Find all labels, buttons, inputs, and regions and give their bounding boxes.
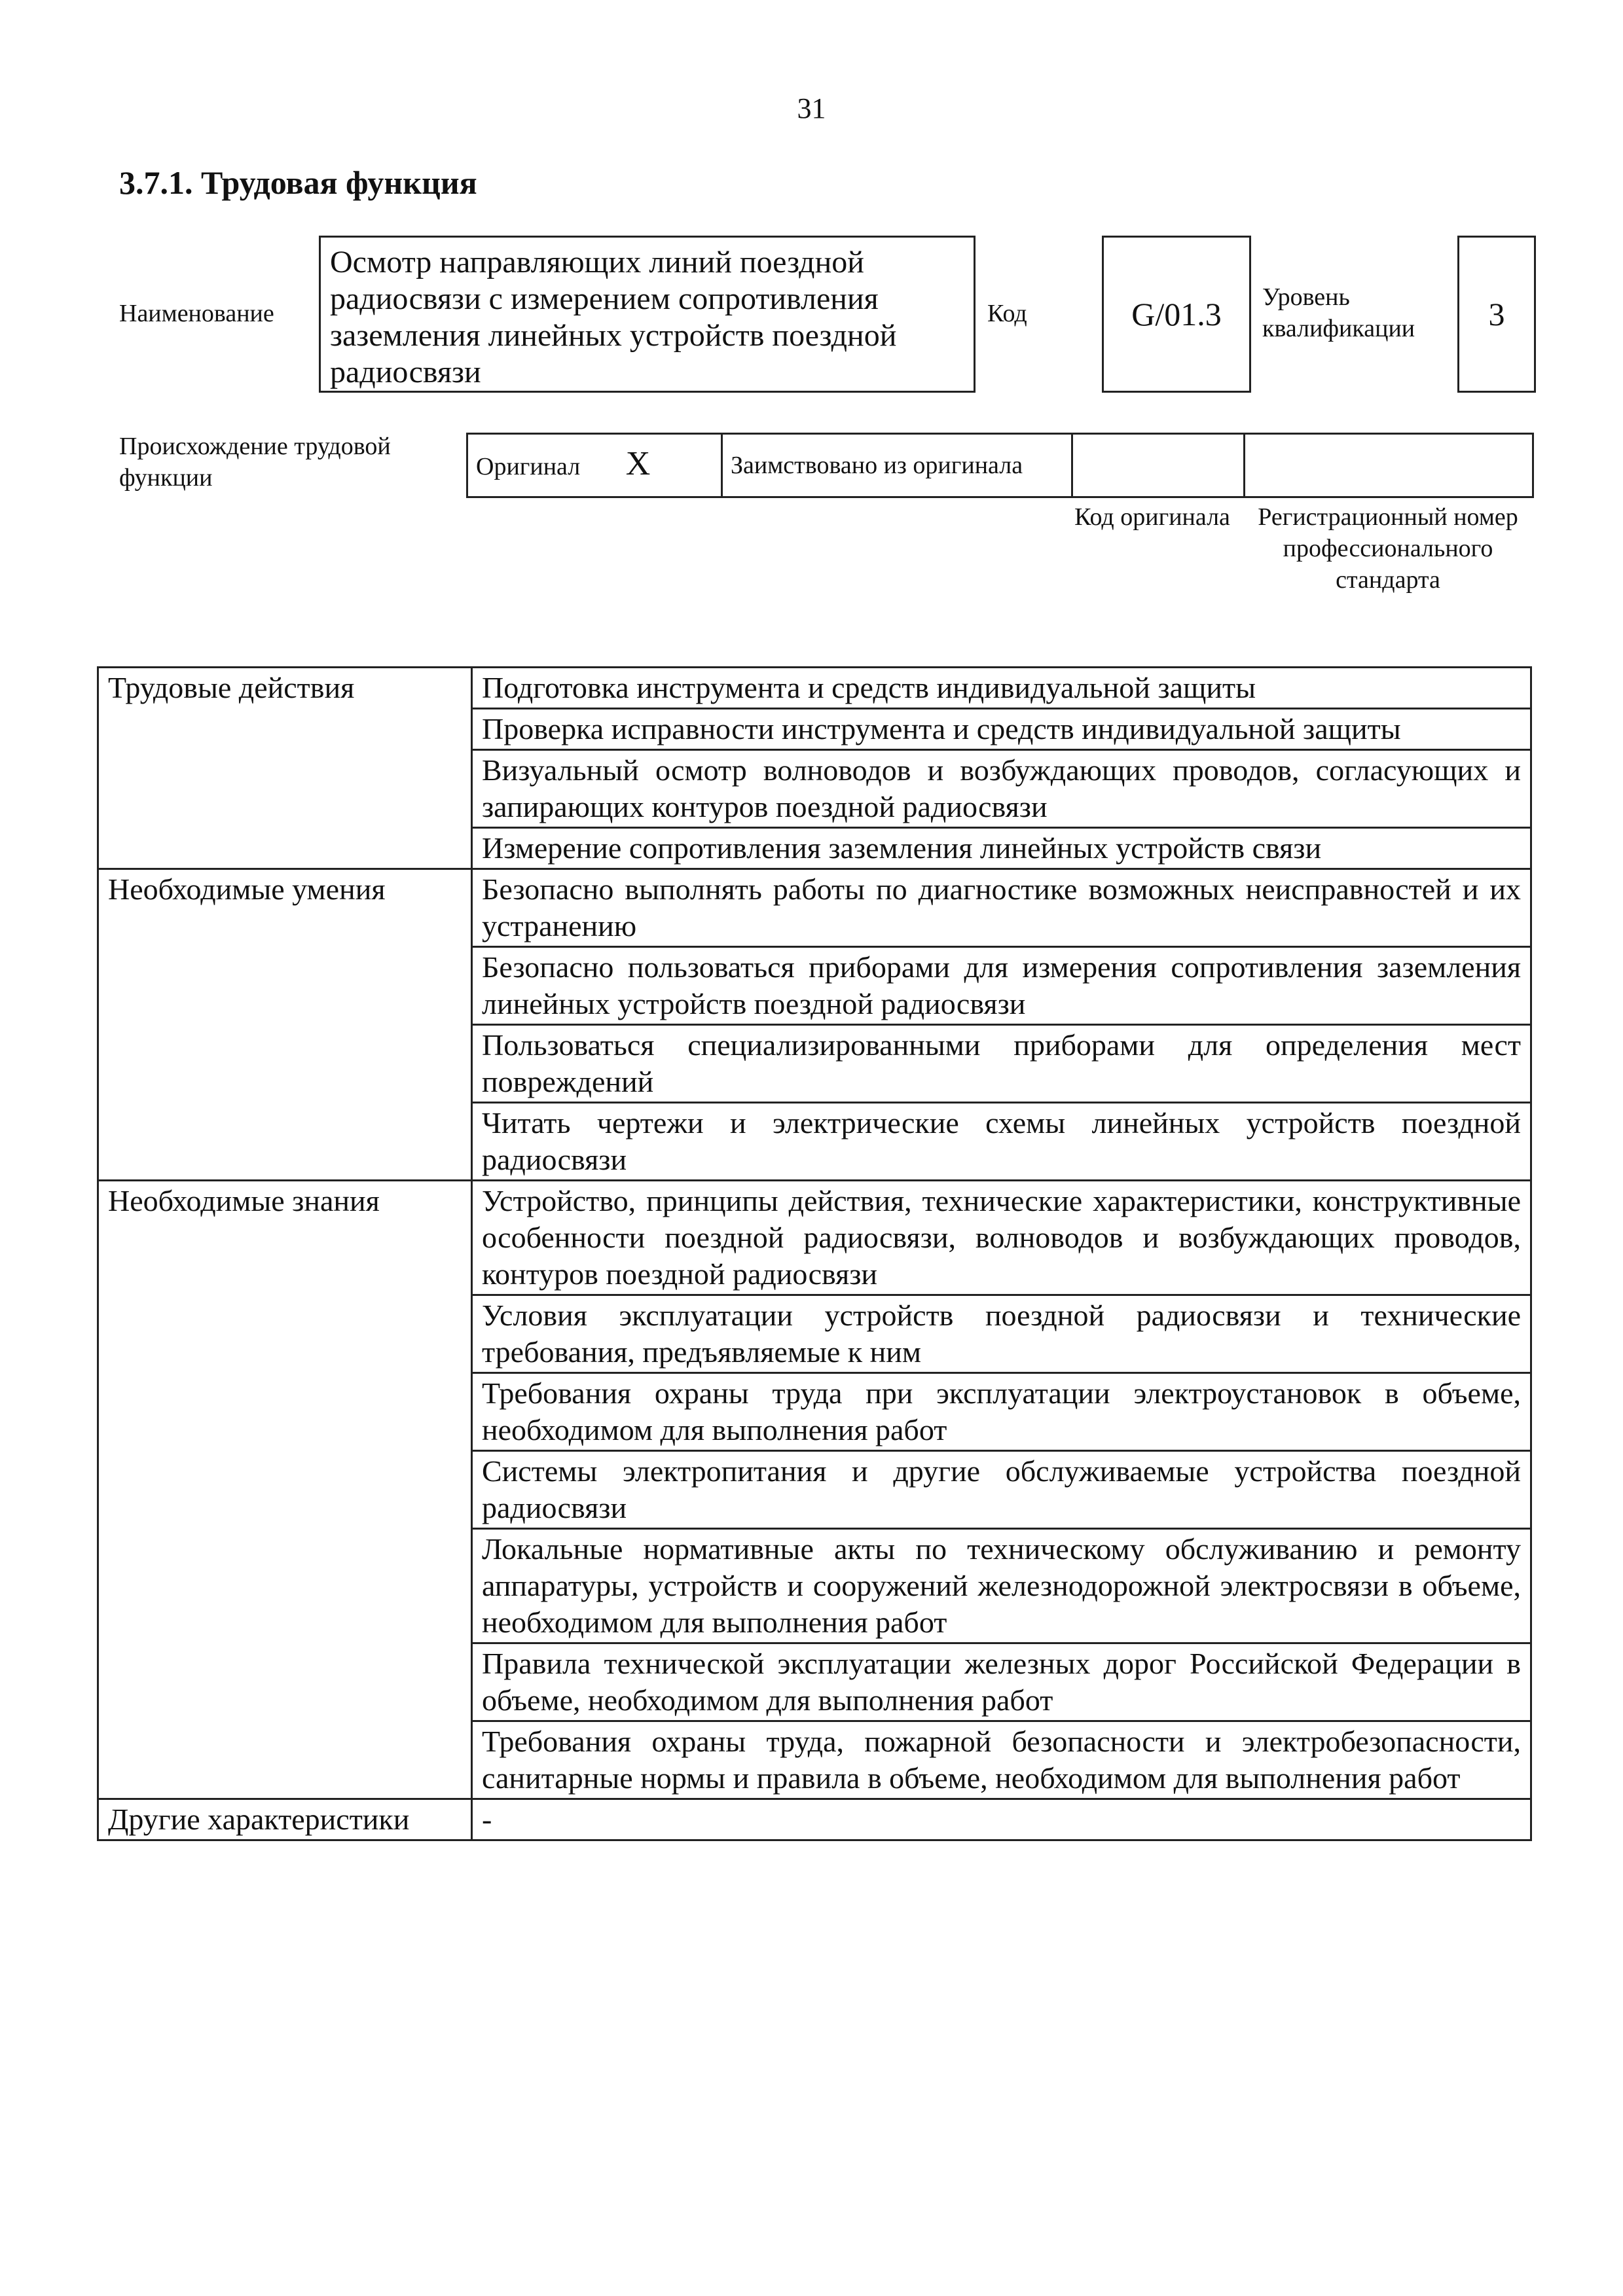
- function-name-value: Осмотр направляющих линий поездной радиосвязи с измерением сопротивления заземления линейных устройств поездной радиосвязи: [319, 236, 976, 393]
- qualification-level-value: 3: [1457, 236, 1536, 393]
- code-value: G/01.3: [1102, 236, 1251, 393]
- table-row: [98, 869, 1531, 947]
- table-cell: Безопасно выполнять работы по диагностике возможных неисправностей и их устранению: [472, 869, 1531, 947]
- function-details-table: [97, 666, 1532, 1841]
- table-row: [98, 1181, 1531, 1295]
- table-cell: Локальные нормативные акты по техническому обслуживанию и ремонту аппаратуры, устройств и сооружений железнодорожной электросвязи в объеме, необходимом для выполнения работ: [472, 1529, 1531, 1643]
- original-code-cell: [1072, 434, 1245, 497]
- table-cell: Читать чертежи и электрические схемы линейных устройств поездной радиосвязи: [472, 1103, 1531, 1181]
- table-cell: Требования охраны труда при эксплуатации электроустановок в объеме, необходимом для выполнения работ: [472, 1373, 1531, 1451]
- table-cell: Проверка исправности инструмента и средств индивидуальной защиты: [472, 709, 1531, 750]
- registration-number-caption: Регистрационный номер профессионального стандарта: [1258, 503, 1518, 594]
- table-cell: Визуальный осмотр волноводов и возбуждающих проводов, согласующих и запирающих контуров поездной радиосвязи: [472, 750, 1531, 828]
- table-cell: Требования охраны труда, пожарной безопасности и электробезопасности, санитарные нормы и правила в объеме, необходимом для выполнения работ: [472, 1721, 1531, 1799]
- table-cell: Устройство, принципы действия, технические характеристики, конструктивные особенности поездной радиосвязи, волноводов и возбуждающих проводов, контуров поездной радиосвязи: [472, 1181, 1531, 1295]
- table-cell: Измерение сопротивления заземления линейных устройств связи: [472, 828, 1531, 869]
- table-cell: Системы электропитания и другие обслуживаемые устройства поездной радиосвязи: [472, 1451, 1531, 1529]
- original-label: Оригинал: [476, 453, 581, 480]
- section-heading: Другие характеристики: [98, 1799, 472, 1840]
- code-label: Код: [987, 300, 1027, 327]
- qualification-level-label: Уровень квалификации: [1262, 283, 1415, 342]
- name-label: Наименование: [119, 300, 274, 327]
- origin-table: [466, 433, 1534, 498]
- origin-label: Происхождение трудовой функции: [119, 433, 391, 492]
- table-cell: -: [472, 1799, 1531, 1840]
- table-cell: Правила технической эксплуатации железных дорог Российской Федерации в объеме, необходимом для выполнения работ: [472, 1643, 1531, 1721]
- borrowed-label: Заимствовано из оригинала: [722, 434, 1072, 497]
- section-heading: Необходимые знания: [98, 1181, 472, 1799]
- table-row: [98, 1799, 1531, 1840]
- table-cell: Подготовка инструмента и средств индивидуальной защиты: [472, 668, 1531, 709]
- origin-original-cell: [467, 434, 722, 497]
- table-cell: Безопасно пользоваться приборами для измерения сопротивления заземления линейных устройств поездной радиосвязи: [472, 947, 1531, 1025]
- table-cell: Пользоваться специализированными приборами для определения мест повреждений: [472, 1025, 1531, 1103]
- page-number: 31: [797, 92, 826, 124]
- original-mark: X: [625, 445, 651, 482]
- table-cell: Условия эксплуатации устройств поездной радиосвязи и технические требования, предъявляемые к ним: [472, 1295, 1531, 1373]
- section-heading: Трудовые действия: [98, 668, 472, 869]
- section-heading: Необходимые умения: [98, 869, 472, 1181]
- original-code-caption: Код оригинала: [1074, 503, 1230, 531]
- table-row: [98, 668, 1531, 709]
- registration-number-cell: [1245, 434, 1533, 497]
- section-title: 3.7.1. Трудовая функция: [119, 164, 477, 201]
